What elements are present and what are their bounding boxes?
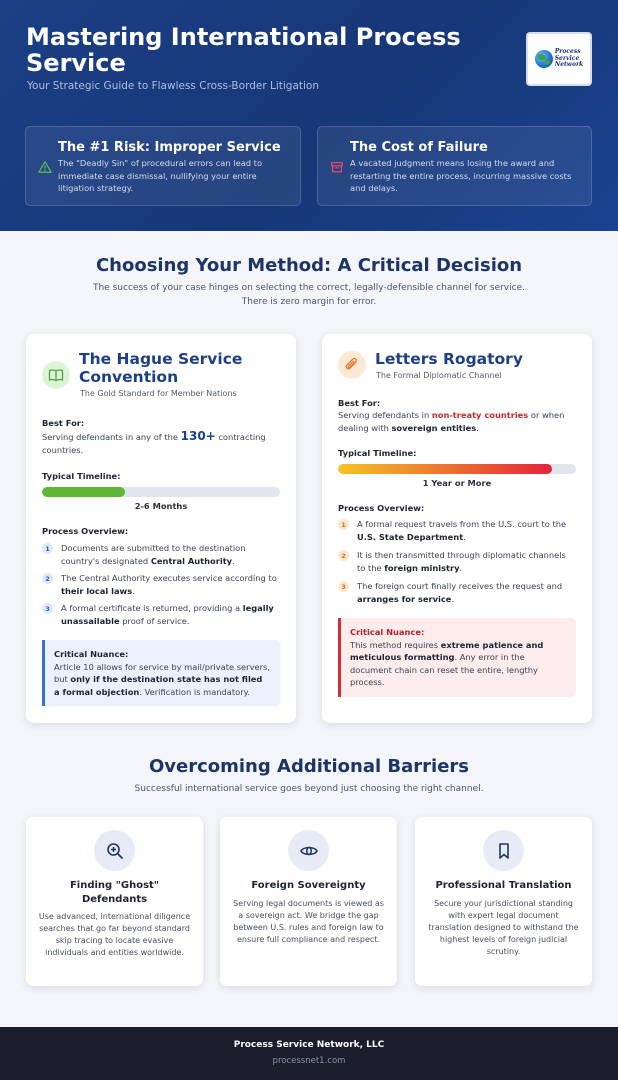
- methods-subtitle: The success of your case hinges on selecting the correct, legally-defensible channel for service. There is zero margin for error.: [93, 283, 525, 307]
- hague-step: 3 A formal certificate is returned, providing a legally unassailable proof of service.: [42, 602, 280, 628]
- rogatory-tagline: The Formal Diplomatic Channel: [376, 371, 502, 380]
- rogatory-best-for-text: Serving defendants in non-treaty countries or when dealing with sovereign entities.: [338, 410, 565, 433]
- footer-website-link[interactable]: processnet1.com: [272, 1056, 346, 1066]
- barrier-text: Use advanced, international diligence searches that go far beyond standard skip tracing to locate evasive individuals and entities worldwide.: [38, 912, 191, 957]
- barrier-card-professional-translation: [415, 817, 592, 986]
- process-label: Process Overview:: [338, 503, 425, 513]
- hague-timeline-bar: [42, 487, 280, 497]
- risk-text: The "Deadly Sin" of procedural errors can lead to immediate case dismissal, nullifying your entire litigation strategy.: [58, 158, 263, 193]
- risk-title: The Cost of Failure: [350, 140, 488, 155]
- magnifier-plus-icon: [94, 830, 135, 871]
- rogatory-timeline-value: 1 Year or More: [422, 478, 492, 488]
- rogatory-step: 1 A formal request travels from the U.S. court to the U.S. State Department.: [338, 518, 576, 544]
- hero-header: [0, 0, 618, 231]
- best-for-label: Best For:: [42, 418, 85, 428]
- hague-best-for-text: Serving defendants in any of the 130+ contracting countries.: [42, 429, 266, 455]
- risk-title: The #1 Risk: Improper Service: [58, 140, 281, 155]
- barrier-title: Foreign Sovereignty: [251, 880, 366, 891]
- risk-card-cost-of-failure: [317, 126, 592, 206]
- rogatory-title: Letters Rogatory: [375, 350, 523, 368]
- rogatory-critical-nuance: Critical Nuance: This method requires extreme patience and meticulous formatting. Any error in the document chain can reset the entire, lengthy process.: [338, 618, 576, 697]
- barrier-text: Secure your jurisdictional standing with expert legal document translation designed to withstand the highest levels of foreign judicial scrutiny.: [428, 899, 579, 956]
- best-for-label: Best For:: [338, 398, 381, 408]
- logo-wordmark: Process Service Network: [554, 48, 584, 69]
- methods-heading: Choosing Your Method: A Critical Decision: [95, 255, 523, 276]
- footer-company: Process Service Network, LLC: [233, 1040, 385, 1050]
- barrier-title: Professional Translation: [435, 880, 572, 891]
- paperclip-icon: [338, 351, 366, 379]
- barriers-subtitle: Successful international service goes beyond just choosing the right channel.: [134, 784, 484, 794]
- warning-triangle-icon: [38, 160, 52, 174]
- page-title: Mastering International Process Service: [26, 23, 461, 77]
- hague-step: 2 The Central Authority executes service according to their local laws.: [42, 572, 280, 598]
- timeline-fill: [338, 464, 552, 474]
- risk-card-improper-service: [25, 126, 301, 206]
- timeline-fill: [42, 487, 125, 497]
- letters-rogatory-card: [322, 334, 592, 723]
- page-footer: [0, 1027, 618, 1080]
- hague-convention-card: [26, 334, 296, 723]
- rogatory-step: 2 It is then transmitted through diplomatic channels to the foreign ministry.: [338, 549, 576, 575]
- risk-text: A vacated judgment means losing the award and restarting the entire process, incurring massive costs and delays.: [350, 158, 572, 193]
- bookmark-icon: [483, 830, 524, 871]
- archive-box-icon: [330, 160, 344, 174]
- timeline-label: Typical Timeline:: [42, 471, 121, 481]
- book-open-icon: [42, 361, 70, 389]
- barrier-card-ghost-defendants: [26, 817, 203, 986]
- hague-tagline: The Gold Standard for Member Nations: [80, 389, 237, 398]
- page-subtitle: Your Strategic Guide to Flawless Cross-Border Litigation: [27, 80, 319, 92]
- process-label: Process Overview:: [42, 526, 129, 536]
- barrier-text: Serving legal documents is viewed as a sovereign act. We bridge the gap between U.S. rules and foreign law to ensure full compliance and respect.: [233, 899, 384, 944]
- barrier-card-foreign-sovereignty: [220, 817, 397, 986]
- hague-timeline-value: 2-6 Months: [134, 501, 188, 511]
- company-logo[interactable]: [526, 32, 592, 86]
- barrier-title: Finding "Ghost" Defendants: [69, 880, 160, 905]
- hague-title: The Hague Service Convention: [79, 350, 243, 386]
- rogatory-timeline-bar: [338, 464, 576, 474]
- eye-icon: [288, 830, 329, 871]
- hague-step: 1 Documents are submitted to the destination country's designated Central Authority.: [42, 542, 280, 568]
- rogatory-step: 3 The foreign court finally receives the request and arranges for service.: [338, 580, 576, 606]
- hague-critical-nuance: Critical Nuance: Article 10 allows for service by mail/private servers, but only if the destination state has not filed a formal objection. Verification is mandatory.: [42, 640, 280, 706]
- timeline-label: Typical Timeline:: [338, 448, 417, 458]
- globe-icon: [535, 50, 553, 68]
- barriers-heading: Overcoming Additional Barriers: [148, 756, 470, 777]
